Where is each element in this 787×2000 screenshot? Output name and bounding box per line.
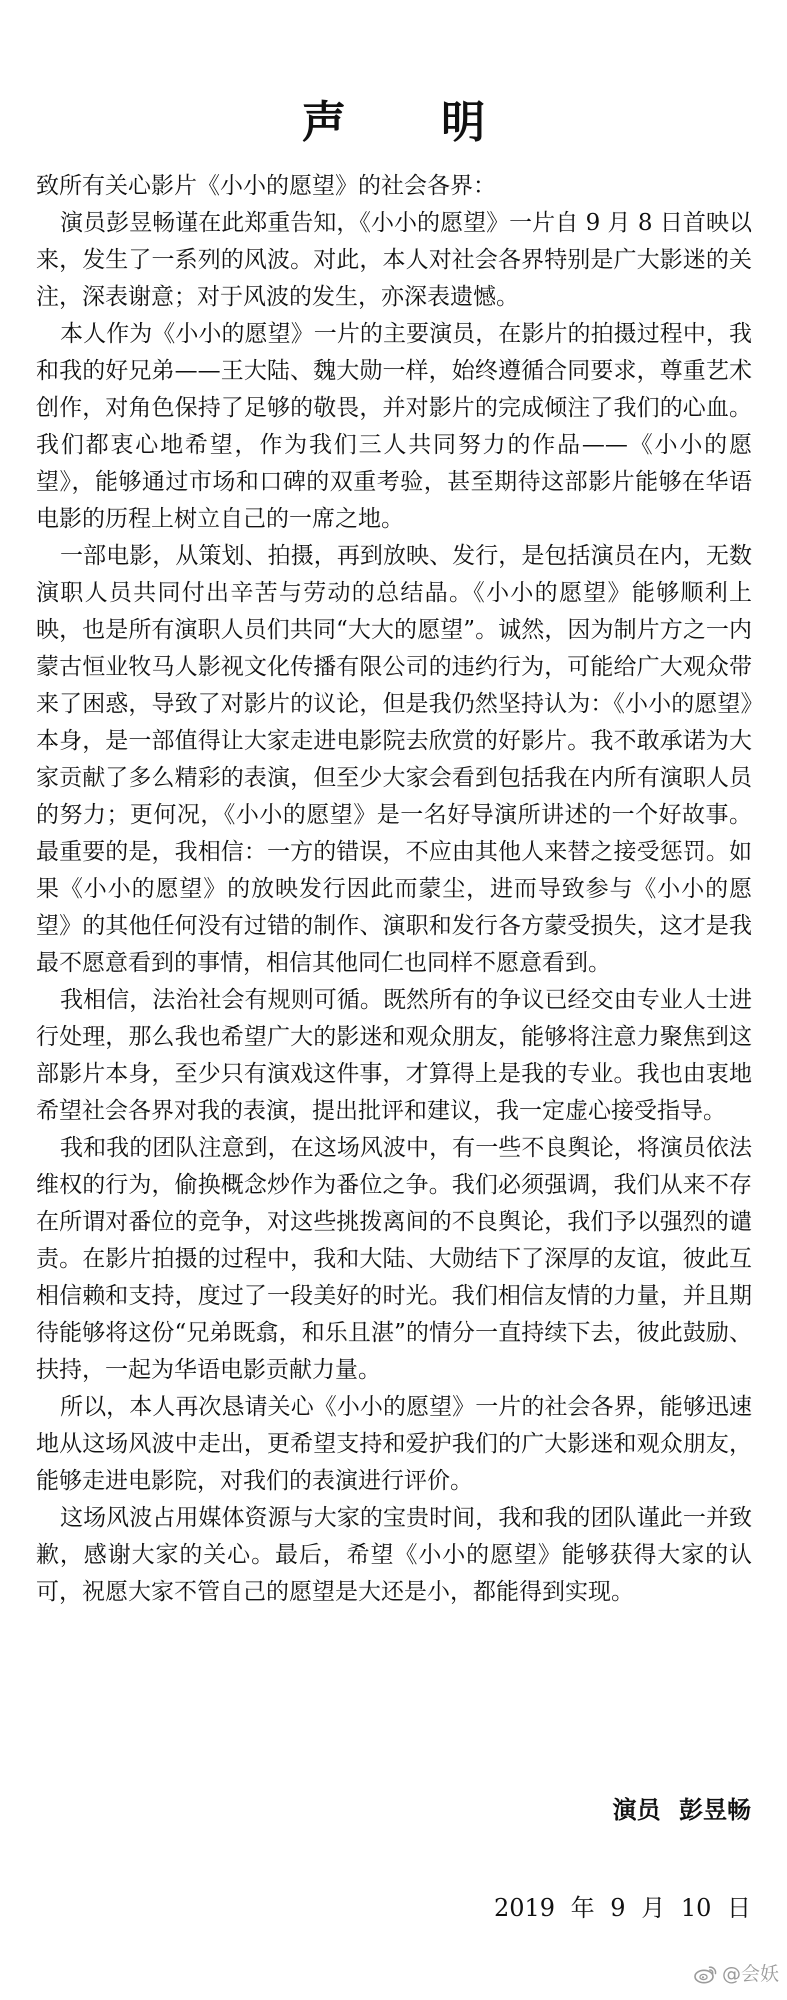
statement-date: 2019 年 9 月 10 日 xyxy=(493,1894,751,1922)
statement-title: 声 明 xyxy=(301,97,526,149)
paragraph-2: 本人作为《小小的愿望》一片的主要演员，在影片的拍摄过程中，我和我的好兄弟——王大陆、魏大勋一样，始终遵循合同要求，尊重艺术创作，对角色保持了足够的敬畏，并对影片的完成倾注了我们的心血。我们都衷心地希望，作为我们三人共同努力的作品——《小小的愿望》，能够通过市场和口碑的双重考验，甚至期待这部影片能够在华语电影的历程上树立自己的一席之地。 xyxy=(36,321,752,532)
weibo-watermark xyxy=(694,1960,779,1988)
paragraph-3: 一部电影，从策划、拍摄，再到放映、发行，是包括演员在内，无数演职人员共同付出辛苦与劳动的总结晶。《小小的愿望》能够顺利上映，也是所有演职人员们共同“大大的愿望”。诚然，因为制片方之一内蒙古恒业牧马人影视文化传播有限公司的违约行为，可能给广大观众带来了困惑，导致了对影片的议论，但是我仍然坚持认为：《小小的愿望》本身，是一部值得让大家走进电影院去欣赏的好影片。我不敢承诺为大家贡献了多么精彩的表演，但至少大家会看到包括我在内所有演职人员的努力；更何况，《小小的愿望》是一名好导演所讲述的一个好故事。最重要的是，我相信：一方的错误，不应由其他人来替之接受惩罚。如果《小小的愿望》的放映发行因此而蒙尘，进而导致参与《小小的愿望》的其他任何没有过错的制作、演职和发行各方蒙受损失，这才是我最不愿意看到的事情，相信其他同仁也同样不愿意看到。 xyxy=(36,543,752,976)
paragraph-1: 演员彭昱畅谨在此郑重告知，《小小的愿望》一片自 9 月 8 日首映以来，发生了一系列的风波。对此，本人对社会各界特别是广大影迷的关注，深表谢意；对于风波的发生，亦深表遗憾。 xyxy=(36,210,752,310)
paragraph-5: 我和我的团队注意到，在这场风波中，有一些不良舆论，将演员依法维权的行为，偷换概念炒作为番位之争。我们必须强调，我们从来不存在所谓对番位的竞争，对这些挑拨离间的不良舆论，我们予以强烈的谴责。在影片拍摄的过程中，我和大陆、大勋结下了深厚的友谊，彼此互相信赖和支持，度过了一段美好的时光。我们相信友情的力量，并且期待能够将这份“兄弟既翕，和乐且湛”的情分一直持续下去，彼此鼓励、扶持，一起为华语电影贡献力量。 xyxy=(36,1135,752,1383)
watermark-text: @会妖 xyxy=(721,1963,779,1985)
statement-body xyxy=(36,168,752,1611)
salutation: 致所有关心影片《小小的愿望》的社会各界： xyxy=(36,173,496,199)
weibo-icon xyxy=(694,1964,718,1984)
paragraph-6: 所以，本人再次恳请关心《小小的愿望》一片的社会各界，能够迅速地从这场风波中走出，更希望支持和爱护我们的广大影迷和观众朋友，能够走进电影院，对我们的表演进行评价。 xyxy=(36,1394,752,1494)
paragraph-4: 我相信，法治社会有规则可循。既然所有的争议已经交由专业人士进行处理，那么我也希望广大的影迷和观众朋友，能够将注意力聚焦到这部影片本身，至少只有演戏这件事，才算得上是我的专业。我也由衷地希望社会各界对我的表演，提出批评和建议，我一定虚心接受指导。 xyxy=(36,987,752,1124)
paragraph-7: 这场风波占用媒体资源与大家的宝贵时间，我和我的团队谨此一并致歉，感谢大家的关心。最后，希望《小小的愿望》能够获得大家的认可，祝愿大家不管自己的愿望是大还是小，都能得到实现。 xyxy=(36,1505,752,1605)
signature: 演员 彭昱畅 xyxy=(612,1796,751,1824)
